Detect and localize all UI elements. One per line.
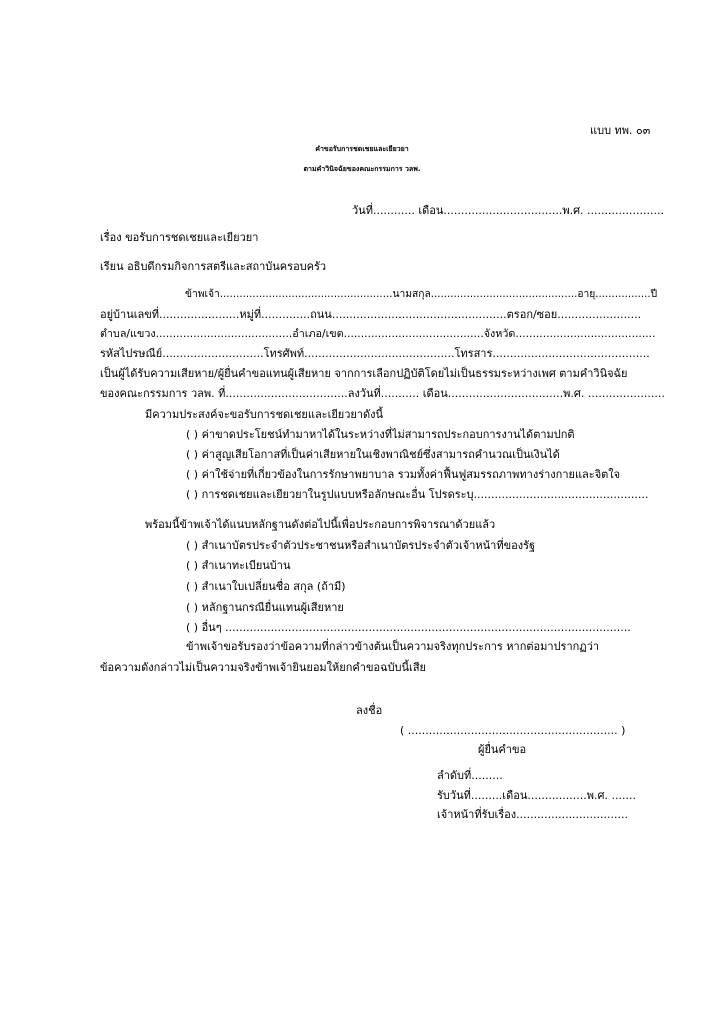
purpose-item-2[interactable]: ( ) ค่าสูญเสียโอกาสที่เป็นค่าเสียหายในเชิงพาณิชย์ซึ่งสามารถคำนวณเป็นเงินได้ bbox=[186, 448, 560, 461]
purpose-heading: มีความประสงค์จะขอรับการชดเชยและเยียวยาดังนี้ bbox=[145, 408, 384, 421]
address-line: อยู่บ้านเลขที่.......................หมู่ที่..............ถนน..................................................ตรอก/ซอย........................ bbox=[100, 308, 642, 321]
evidence-heading: พร้อมนี้ข้าพเจ้าได้แนบหลักฐานดังต่อไปนี้เพื่อประกอบการพิจารณาด้วยแล้ว bbox=[145, 518, 496, 531]
certification-line-2: ข้อความดังกล่าวไม่เป็นความจริงข้าพเจ้ายินยอมให้ยกคำขอฉบับนี้เสีย bbox=[100, 661, 426, 674]
receiving-officer-line: เจ้าหน้าที่รับเรื่อง................................ bbox=[437, 808, 629, 821]
order-number-line: ลำดับที่......... bbox=[437, 769, 503, 782]
purpose-item-4[interactable]: ( ) การชดเชยและเยียวยาในรูปแบบหรือลักษณะอื่น โปรดระบุ.................................................. bbox=[186, 488, 649, 501]
addressee-line: เรียน อธิบดีกรมกิจการสตรีและสถาบันครอบครัว bbox=[100, 260, 327, 273]
evidence-item-3[interactable]: ( ) สำเนาใบเปลี่ยนชื่อ สกุล (ถ้ามี) bbox=[186, 580, 346, 593]
certification-line-1: ข้าพเจ้าขอรับรองว่าข้อความที่กล่าวข้างต้นเป็นความจริงทุกประการ หากต่อมาปรากฏว่า bbox=[186, 640, 600, 653]
contact-line: รหัสไปรษณีย์.............................โทรศัพท์...........................................โทรสาร............................................. bbox=[100, 347, 650, 360]
signature-name-line[interactable]: ( ............................................................ ) bbox=[400, 724, 626, 737]
received-date-line: รับวันที่.........เดือน.................พ.ศ. ....... bbox=[437, 789, 636, 802]
status-line: เป็นผู้ได้รับความเสียหาย/ผู้ยื่นคำขอแทนผู้เสียหาย จากการเลือกปฏิบัติโดยไม่เป็นธรรมระหว่างเพศ ตามคำวินิจฉัย bbox=[100, 367, 628, 380]
district-line: ตำบล/แขวง........................................อำเภอ/เขต.........................................จังหวัด......................................... bbox=[100, 327, 656, 340]
title-line-2: ตามคำวินิจฉัยของคณะกรรมการ วลพ. bbox=[303, 165, 421, 173]
form-code: แบบ ทพ. ๐๓ bbox=[590, 124, 651, 137]
evidence-item-1[interactable]: ( ) สำเนาบัตรประจำตัวประชาชนหรือสำเนาบัตรประจำตัวเจ้าหน้าที่ของรัฐ bbox=[186, 539, 536, 552]
applicant-caption: ผู้ยื่นคำขอ bbox=[478, 743, 527, 756]
date-line: วันที่............ เดือน..................................พ.ศ. ...................... bbox=[352, 204, 664, 217]
decision-ref-line: ของคณะกรรมการ วลพ. ที่...................................ลงวันที่........... เดือน.................................พ.ศ. ...................... bbox=[100, 387, 665, 400]
signature-label: ลงชื่อ bbox=[356, 704, 383, 717]
evidence-item-5[interactable]: ( ) อื่นๆ .................................................................................................................... bbox=[186, 621, 631, 634]
purpose-item-3[interactable]: ( ) ค่าใช้จ่ายที่เกี่ยวข้องในการรักษาพยาบาล รวมทั้งค่าฟื้นฟูสมรรถภาพทางร่างกายและจิตใจ bbox=[186, 468, 621, 481]
title-line-1: คำขอรับการชดเชยและเยียวยา bbox=[315, 145, 409, 153]
purpose-item-1[interactable]: ( ) ค่าขาดประโยชน์ทำมาหาได้ในระหว่างที่ไม่สามารถประกอบการงานได้ตามปกติ bbox=[186, 428, 575, 441]
evidence-item-4[interactable]: ( ) หลักฐานกรณียื่นแทนผู้เสียหาย bbox=[186, 601, 344, 614]
applicant-name-line: ข้าพเจ้า.....................................................นามสกุล.............................................อายุ.................ปี bbox=[185, 288, 658, 300]
subject-line: เรื่อง ขอรับการชดเชยและเยียวยา bbox=[100, 231, 259, 244]
evidence-item-2[interactable]: ( ) สำเนาทะเบียนบ้าน bbox=[186, 559, 291, 572]
